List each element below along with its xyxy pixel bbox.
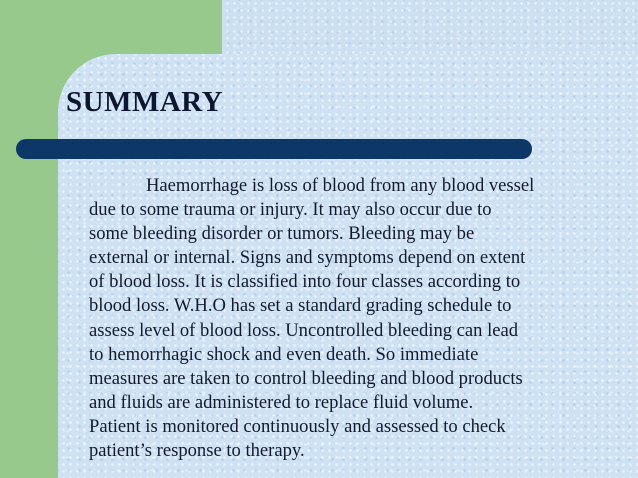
body-line: patient’s response to therapy. [89,440,305,462]
body-line: external or internal. Signs and symptoms depend on extent [89,247,526,269]
body-line: Patient is monitored continuously and assessed to check [89,415,506,437]
slide-title: SUMMARY [66,86,224,118]
title-underline-bar [16,139,532,159]
body-line: measures are taken to control bleeding and blood products [89,367,523,389]
body-line: and fluids are administered to replace fluid volume. [89,391,474,413]
body-line: some bleeding disorder or tumors. Bleeding may be [89,223,475,245]
body-line: to hemorrhagic shock and even death. So immediate [89,343,479,365]
body-line: of blood loss. It is classified into four classes according to [89,271,521,293]
body-line: assess level of blood loss. Uncontrolled bleeding can lead [89,319,519,341]
body-line: due to some trauma or injury. It may also occur due to [89,199,492,221]
body-line: Haemorrhage is loss of blood from any blood vessel [146,175,535,196]
summary-body [89,174,594,463]
body-line: blood loss. W.H.O has set a standard grading schedule to [89,295,512,317]
